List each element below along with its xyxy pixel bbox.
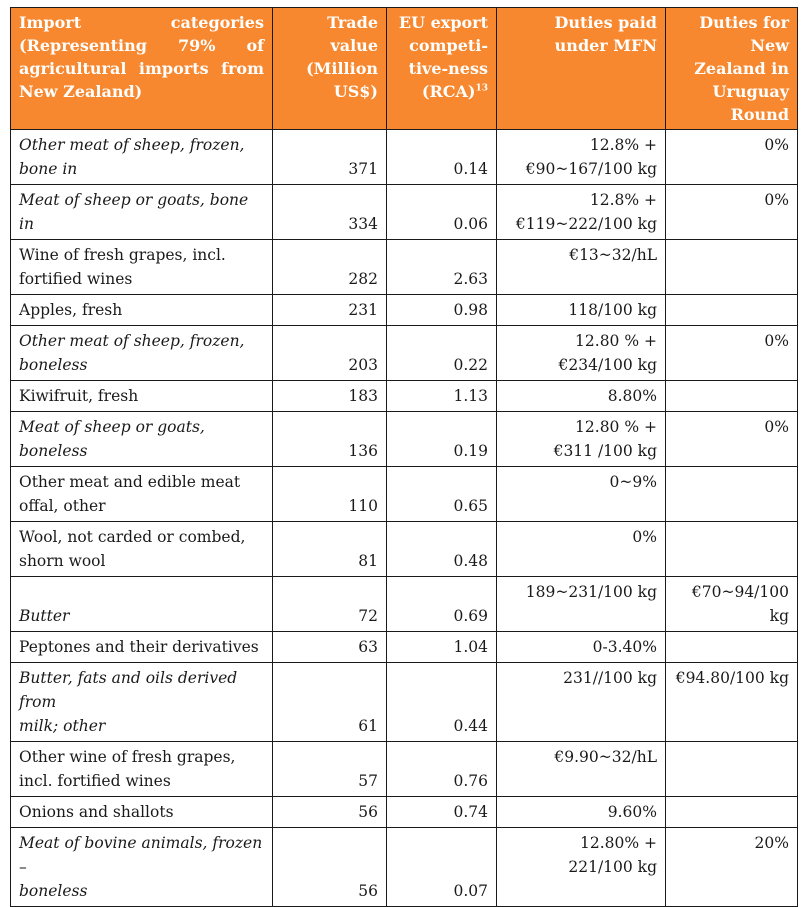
rca-text: 1.13	[453, 387, 488, 405]
nz-duty-cell	[666, 577, 798, 632]
category-cell	[11, 185, 273, 240]
mfn-duty-cell	[497, 130, 666, 185]
nz-duty-cell	[666, 828, 798, 907]
mfn-duty-cell	[497, 326, 666, 381]
nz-duty-text: 0%	[764, 418, 789, 436]
category-text: Peptones and their derivatives	[19, 638, 259, 656]
category-text: Other meat and edible meat offal, other	[19, 473, 241, 515]
trade-value-cell	[273, 467, 387, 522]
nz-duty-text: 0%	[764, 136, 789, 154]
nz-duty-cell	[666, 632, 798, 663]
trade-value-text: 56	[358, 882, 378, 900]
rca-cell	[387, 663, 497, 742]
trade-value-text: 371	[348, 160, 378, 178]
category-cell	[11, 240, 273, 295]
table-row	[11, 742, 798, 797]
table-row	[11, 185, 798, 240]
mfn-duty-text: 12.8% + €90~167/100 kg	[525, 136, 657, 178]
rca-text: 2.63	[453, 270, 488, 288]
header-trade-value: Trade value (Million US$)	[273, 8, 387, 130]
header-rca-footnote: 13	[475, 83, 488, 94]
category-text: Kiwifruit, fresh	[19, 387, 139, 405]
rca-cell	[387, 412, 497, 467]
mfn-duty-cell	[497, 381, 666, 412]
category-text: Meat of sheep or goats, boneless	[19, 418, 205, 460]
category-cell	[11, 577, 273, 632]
nz-duty-text: €70~94/100 kg	[691, 583, 789, 625]
trade-value-text: 81	[358, 552, 378, 570]
trade-value-cell	[273, 381, 387, 412]
table-row	[11, 381, 798, 412]
rca-cell	[387, 577, 497, 632]
nz-duty-cell	[666, 412, 798, 467]
trade-value-cell	[273, 412, 387, 467]
table-row	[11, 797, 798, 828]
mfn-duty-text: €13~32/hL	[569, 246, 657, 264]
table-row	[11, 130, 798, 185]
nz-duty-cell	[666, 130, 798, 185]
table-row	[11, 412, 798, 467]
rca-cell	[387, 326, 497, 381]
mfn-duty-text: 231//100 kg	[563, 669, 657, 687]
rca-cell	[387, 240, 497, 295]
category-cell	[11, 412, 273, 467]
trade-value-text: 56	[358, 803, 378, 821]
rca-text: 0.44	[453, 717, 488, 735]
trade-value-text: 334	[348, 215, 378, 233]
rca-cell	[387, 185, 497, 240]
category-cell	[11, 130, 273, 185]
category-cell	[11, 522, 273, 577]
nz-duty-cell	[666, 797, 798, 828]
trade-value-cell	[273, 295, 387, 326]
mfn-duty-cell	[497, 663, 666, 742]
nz-duty-cell	[666, 381, 798, 412]
header-row	[11, 8, 798, 130]
mfn-duty-cell	[497, 467, 666, 522]
category-text: Meat of sheep or goats, bone in	[19, 191, 249, 233]
mfn-duty-text: 118/100 kg	[568, 301, 657, 319]
nz-duty-text: €94.80/100 kg	[675, 669, 789, 687]
mfn-duty-cell	[497, 522, 666, 577]
category-text: Butter	[19, 607, 70, 625]
nz-duty-cell	[666, 663, 798, 742]
trade-value-cell	[273, 663, 387, 742]
mfn-duty-cell	[497, 828, 666, 907]
mfn-duty-text: 0%	[632, 528, 657, 546]
trade-value-text: 203	[348, 356, 378, 374]
mfn-duty-cell	[497, 577, 666, 632]
rca-cell	[387, 742, 497, 797]
rca-text: 0.22	[453, 356, 488, 374]
table-row	[11, 326, 798, 381]
mfn-duty-text: 12.8% + €119~222/100 kg	[515, 191, 657, 233]
category-cell	[11, 797, 273, 828]
category-cell	[11, 632, 273, 663]
nz-duty-cell	[666, 742, 798, 797]
nz-duty-cell	[666, 522, 798, 577]
trade-value-cell	[273, 240, 387, 295]
category-text: Apples, fresh	[19, 301, 123, 319]
mfn-duty-text: 0~9%	[609, 473, 657, 491]
rca-text: 0.14	[453, 160, 488, 178]
table-row	[11, 632, 798, 663]
mfn-duty-cell	[497, 240, 666, 295]
category-cell	[11, 663, 273, 742]
rca-text: 0.07	[453, 882, 488, 900]
nz-duty-cell	[666, 295, 798, 326]
nz-duty-cell	[666, 240, 798, 295]
category-text: Wool, not carded or combed, shorn wool	[19, 528, 246, 570]
category-cell	[11, 381, 273, 412]
rca-cell	[387, 467, 497, 522]
table-row	[11, 663, 798, 742]
rca-text: 0.65	[453, 497, 488, 515]
mfn-duty-cell	[497, 295, 666, 326]
header-rca	[387, 8, 497, 130]
category-text: Meat of bovine animals, frozen – boneless	[19, 834, 263, 900]
trade-value-text: 110	[348, 497, 378, 515]
mfn-duty-cell	[497, 185, 666, 240]
category-text: Butter, fats and oils derived from milk; other	[19, 669, 238, 735]
trade-value-text: 183	[348, 387, 378, 405]
mfn-duty-text: 189~231/100 kg	[525, 583, 657, 601]
nz-duty-text: 0%	[764, 191, 789, 209]
trade-value-cell	[273, 130, 387, 185]
rca-cell	[387, 381, 497, 412]
table-row	[11, 467, 798, 522]
mfn-duty-cell	[497, 632, 666, 663]
header-import-categories: Import categories (Representing 79% of agricultural imports from New Zealand)	[11, 8, 273, 130]
trade-value-text: 231	[348, 301, 378, 319]
category-cell	[11, 295, 273, 326]
trade-value-cell	[273, 522, 387, 577]
trade-value-cell	[273, 828, 387, 907]
mfn-duty-text: 0-3.40%	[592, 638, 657, 656]
rca-text: 0.06	[453, 215, 488, 233]
mfn-duty-text: 12.80 % + €234/100 kg	[558, 332, 657, 374]
mfn-duty-text: 12.80% + 221/100 kg	[568, 834, 657, 876]
rca-text: 1.04	[453, 638, 488, 656]
mfn-duty-cell	[497, 797, 666, 828]
nz-duty-text: 0%	[764, 332, 789, 350]
import-duties-table	[10, 7, 798, 907]
mfn-duty-cell	[497, 412, 666, 467]
nz-duty-text: 20%	[754, 834, 789, 852]
trade-value-cell	[273, 326, 387, 381]
trade-value-text: 72	[358, 607, 378, 625]
trade-value-cell	[273, 185, 387, 240]
table-row	[11, 577, 798, 632]
trade-value-text: 63	[358, 638, 378, 656]
header-nz-duties: Duties for New Zealand in Uruguay Round	[666, 8, 798, 130]
table-row	[11, 240, 798, 295]
nz-duty-cell	[666, 326, 798, 381]
trade-value-cell	[273, 797, 387, 828]
rca-text: 0.76	[453, 772, 488, 790]
trade-value-text: 136	[348, 442, 378, 460]
category-cell	[11, 326, 273, 381]
category-text: Other meat of sheep, frozen, bone in	[19, 136, 245, 178]
rca-cell	[387, 130, 497, 185]
nz-duty-cell	[666, 185, 798, 240]
category-text: Wine of fresh grapes, incl. fortified wines	[19, 246, 226, 288]
trade-value-text: 61	[358, 717, 378, 735]
category-text: Other wine of fresh grapes, incl. fortified wines	[19, 748, 236, 790]
rca-text: 0.19	[453, 442, 488, 460]
header-mfn-duties: Duties paid under MFN	[497, 8, 666, 130]
trade-value-cell	[273, 632, 387, 663]
rca-text: 0.48	[453, 552, 488, 570]
trade-value-text: 282	[348, 270, 378, 288]
header-rca-label: EU export competi-tive-ness (RCA)	[398, 13, 488, 101]
rca-text: 0.69	[453, 607, 488, 625]
table-row	[11, 522, 798, 577]
rca-cell	[387, 828, 497, 907]
category-cell	[11, 742, 273, 797]
category-text: Other meat of sheep, frozen, boneless	[19, 332, 245, 374]
trade-value-cell	[273, 742, 387, 797]
rca-cell	[387, 632, 497, 663]
rca-text: 0.98	[453, 301, 488, 319]
category-cell	[11, 828, 273, 907]
rca-cell	[387, 797, 497, 828]
category-text: Onions and shallots	[19, 803, 174, 821]
mfn-duty-text: 12.80 % + €311 /100 kg	[553, 418, 657, 460]
rca-cell	[387, 522, 497, 577]
table-row	[11, 295, 798, 326]
table-row	[11, 828, 798, 907]
mfn-duty-text: €9.90~32/hL	[554, 748, 657, 766]
mfn-duty-text: 8.80%	[607, 387, 657, 405]
trade-value-text: 57	[358, 772, 378, 790]
mfn-duty-cell	[497, 742, 666, 797]
nz-duty-cell	[666, 467, 798, 522]
category-cell	[11, 467, 273, 522]
trade-value-cell	[273, 577, 387, 632]
mfn-duty-text: 9.60%	[607, 803, 657, 821]
rca-cell	[387, 295, 497, 326]
rca-text: 0.74	[453, 803, 488, 821]
